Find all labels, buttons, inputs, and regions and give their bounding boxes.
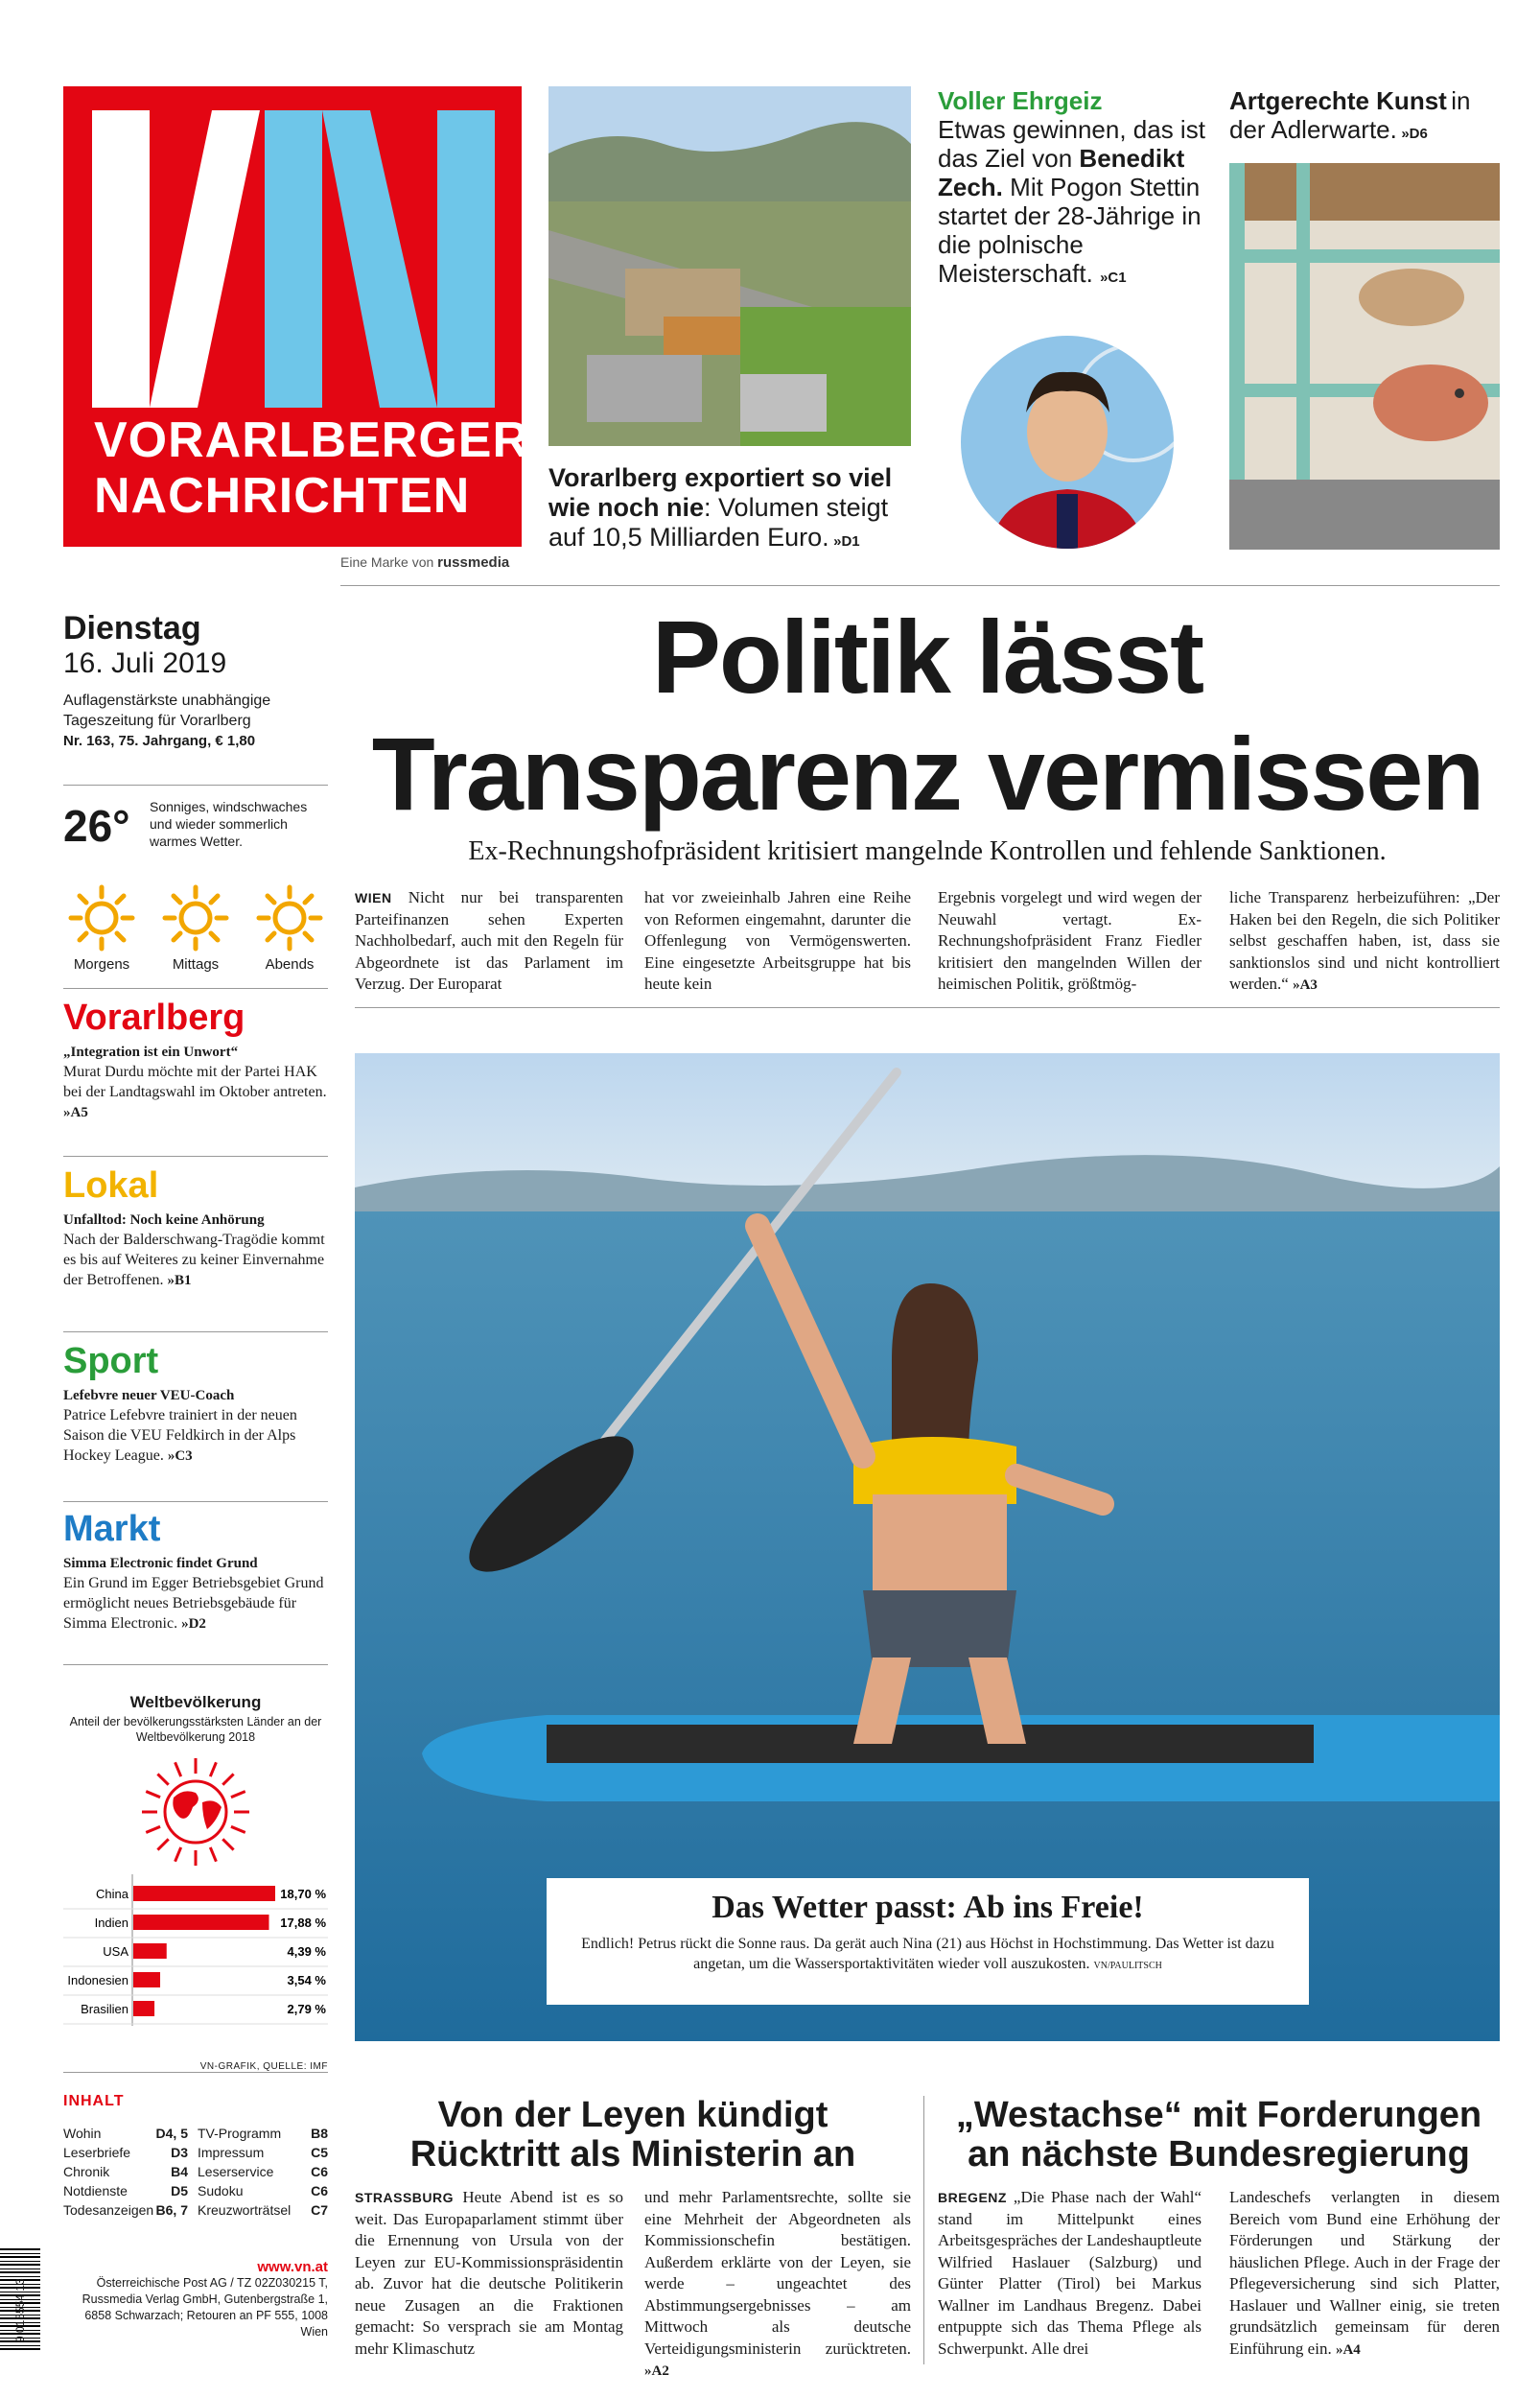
lead-headline[interactable]	[355, 600, 1500, 834]
section-text: Patrice Lefebvre trainiert in der neuen Saison die VEU Feldkirch in der Alps Hockey League.	[63, 1407, 297, 1464]
lead-dateline: WIEN	[355, 890, 392, 905]
edition-date: 16. Juli 2019	[63, 647, 227, 679]
lead-col-text: liche Transparenz herbeizuführen: „Der Haken bei den Regeln, die sich Politiker selbst geschaffen haben, ist, dass sie sanktionslos sind und nicht kontrolliert werden.“	[1229, 888, 1500, 993]
photo-caption-box	[547, 1878, 1309, 2005]
brand-line	[340, 554, 509, 571]
inhalt-row[interactable]	[198, 2162, 328, 2181]
chart-value-label: 4,39 %	[287, 1944, 326, 1959]
inhalt-item-page: B6, 7	[155, 2202, 188, 2218]
teaser-zech-ref: »C1	[1100, 270, 1127, 286]
chart-value-label: 2,79 %	[287, 2002, 326, 2016]
teaser-zech-text2: Mit Pogon Stettin startet der 28-Jährige in die polnische Meisterschaft.	[938, 173, 1202, 288]
globe-ray	[210, 1847, 216, 1862]
inhalt-item-page: B8	[311, 2126, 328, 2141]
footer-line: Russmedia Verlag GmbH, Gutenbergstraße 1,	[82, 2292, 328, 2306]
rule	[63, 988, 328, 989]
inhalt-item-page: C6	[311, 2183, 328, 2198]
edition-tagline2: Tageszeitung für Vorarlberg	[63, 713, 251, 729]
inhalt-row[interactable]	[63, 2143, 188, 2162]
chart-bar	[133, 1915, 269, 1930]
masthead-name	[94, 412, 529, 524]
inhalt-item-label: Impressum	[198, 2145, 265, 2160]
edition-box	[63, 610, 328, 752]
inhalt-item-page: B4	[171, 2164, 188, 2179]
teaser-zech[interactable]	[938, 86, 1206, 293]
teaser-export[interactable]	[548, 463, 913, 552]
barcode-number: 9 015554 13	[13, 2278, 27, 2342]
section-sport[interactable]	[63, 1341, 328, 1499]
teaser-kunst-text: in der Adlerwarte.	[1229, 86, 1471, 144]
rule	[63, 785, 328, 786]
chart-bar	[133, 1943, 167, 1959]
footer-line: 6858 Schwarzach; Retouren an PF 555, 1008 Wien	[84, 2309, 328, 2339]
story-col-text: Landeschefs verlangten in diesem Bereich vom Bund eine Erhöhung der Förderungen und Stärkung der häuslichen Pflege. Auch in der Frage der Pflegeversicherung sind sich Platter, Haslauer und Wallner einig, sie treten grundsätzlich gemeinsam für deren Einführung ein.	[1229, 2188, 1500, 2358]
teaser-export-text: : Volumen steigt auf 10,5 Milliarden Euro.	[548, 493, 889, 552]
inhalt-row[interactable]	[198, 2143, 328, 2162]
weather-slot-evening	[251, 884, 328, 973]
lead-headline-line2: Transparenz vermissen	[371, 716, 1483, 832]
story-leyen-headline-line1: Von der Leyen kündigt	[437, 2095, 828, 2135]
story-westachse-col-1	[938, 2187, 1202, 2360]
weather-slot-label: Abends	[265, 956, 315, 973]
population-chart	[63, 1693, 328, 2072]
lead-col-4	[1229, 887, 1500, 997]
chart-value-label: 18,70 %	[280, 1887, 326, 1901]
inhalt-list-left	[63, 2124, 188, 2220]
section-title: Unfalltod: Noch keine Anhörung	[63, 1212, 265, 1228]
story-westachse-headline[interactable]	[938, 2096, 1500, 2175]
chart-value-label: 17,88 %	[280, 1916, 326, 1930]
bar-chart	[63, 1874, 328, 2057]
aerial-landscape-image	[548, 86, 911, 446]
section-lokal[interactable]	[63, 1165, 328, 1324]
inhalt-item-page: D4, 5	[155, 2126, 188, 2141]
lead-ref: »A3	[1293, 977, 1318, 993]
inhalt-list-right	[198, 2124, 328, 2220]
rule	[63, 1156, 328, 1157]
lead-col-2	[644, 887, 911, 996]
inhalt-row[interactable]	[63, 2162, 188, 2181]
story-col-text: Heute Abend ist es so weit. Das Europaparlament stimmt über die Ernennung von Ursula von der Leyen zur EU-Kommissionspräsidentin ab. Zuvor hat die deutsche Politikerin neue Zusagen an die Fraktionen gemacht: So versprach sie am Montag mehr Klimaschutz	[355, 2188, 623, 2358]
globe-ray	[222, 1774, 233, 1784]
section-title: Simma Electronic findet Grund	[63, 1556, 258, 1571]
section-ref: »C3	[167, 1448, 193, 1464]
globe-ray	[146, 1792, 160, 1798]
rule	[63, 1664, 328, 1665]
edition-weekday: Dienstag	[63, 610, 201, 647]
weather-temp: 26°	[63, 801, 130, 851]
story-leyen-col-2	[644, 2187, 911, 2383]
section-head: Vorarlberg	[63, 998, 245, 1038]
teaser-kunst[interactable]	[1229, 86, 1500, 144]
story-col-text: und mehr Parlamentsrechte, sollte sie eine Mehrheit der Abgeordneten als Kommissionschefin bestätigen. Außerdem erklärte von der Leyen, sie werde – ungeachtet des Abstimmungsergebnisses – am Mittwoch als deutsche Verteidigungsministerin zurücktreten.	[644, 2188, 911, 2358]
sun-icon	[256, 884, 323, 952]
inhalt-row[interactable]	[198, 2200, 328, 2220]
weather-box	[63, 796, 328, 998]
inhalt-row[interactable]	[63, 2124, 188, 2143]
lead-col-text: Ergebnis vorgelegt und wird wegen der Neuwahl vertagt. Ex-Rechnungshofpräsident Franz Fiedler kritisiert den mangelnden Willen der heimischen Politik, größtmög-	[938, 888, 1202, 993]
chart-category-label: Brasilien	[81, 2002, 128, 2016]
weather-slot-morning	[63, 884, 140, 973]
story-col-text: „Die Phase nach der Wahl“ stand im Mittelpunkt eines Arbeitsgespräches der Landeshauptleute Wilfried Haslauer (Salzburg) und Günter Platter (Tirol) bei Markus Wallner im Landhaus Bregenz. Dabei entpuppte sich das Thema Pflege als Schwerpunkt. Alle drei	[938, 2188, 1202, 2358]
inhalt-item-label: Leserservice	[198, 2164, 274, 2179]
inhalt-item-label: Chronik	[63, 2164, 110, 2179]
globe-ray	[157, 1774, 168, 1784]
section-text: Murat Durdu möchte mit der Partei HAK bei der Landtagswahl im Oktober antreten.	[63, 1064, 327, 1100]
edition-tagline1: Auflagenstärkste unabhängige	[63, 693, 271, 709]
photo-caption-title: Das Wetter passt: Ab ins Freie!	[712, 1890, 1144, 1925]
masthead-rule	[340, 585, 1500, 586]
inhalt-head: INHALT	[63, 2093, 125, 2109]
inhalt-box	[63, 2093, 328, 2220]
inhalt-item-label: Wohin	[63, 2126, 102, 2141]
story-leyen-col-1	[355, 2187, 623, 2360]
section-title: „Integration ist ein Unwort“	[63, 1045, 239, 1060]
zech-portrait[interactable]	[961, 336, 1174, 549]
rule	[63, 1331, 328, 1332]
story-leyen-headline[interactable]	[355, 2096, 911, 2175]
chart-category-label: China	[96, 1887, 128, 1901]
section-vorarlberg[interactable]	[63, 998, 328, 1156]
chart-value-label: 3,54 %	[287, 1973, 326, 1987]
globe-ray	[231, 1792, 245, 1798]
weather-slots	[63, 884, 328, 973]
inhalt-item-page: D3	[171, 2145, 188, 2160]
inhalt-item-label: Leserbriefe	[63, 2145, 131, 2160]
inhalt-item-label: Kreuzworträtsel	[198, 2202, 292, 2218]
globe-ray	[175, 1847, 181, 1862]
chart-subtitle: Anteil der bevölkerungsstärksten Länder an der Weltbevölkerung 2018	[69, 1715, 322, 1744]
story-westachse-headline-line1: „Westachse“ mit Forderungen	[955, 2095, 1482, 2135]
chart-bar	[133, 1886, 275, 1901]
chart-bar	[133, 2001, 154, 2016]
lead-col-3	[938, 887, 1202, 996]
lead-subhead: Ex-Rechnungshofpräsident kritisiert mangelnde Kontrollen und fehlende Sanktionen.	[468, 836, 1387, 866]
weather-slot-label: Morgens	[73, 956, 130, 973]
lead-headline-line1: Politik lässt	[651, 599, 1203, 715]
globe-ray	[157, 1839, 168, 1849]
rule	[63, 2072, 328, 2073]
inhalt-item-label: Sudoku	[198, 2183, 244, 2198]
chart-source: VN-GRAFIK, QUELLE: IMF	[199, 2061, 328, 2072]
inhalt-row[interactable]	[198, 2181, 328, 2200]
chart-category-label: Indonesien	[67, 1973, 128, 1987]
teaser-zech-text1: Etwas gewinnen, das ist das Ziel von	[938, 115, 1205, 173]
vn-logo[interactable]	[63, 86, 530, 547]
inhalt-item-page: D5	[171, 2183, 188, 2198]
section-head: Sport	[63, 1341, 159, 1381]
brand-prefix: Eine Marke von	[340, 554, 434, 570]
story-westachse-ref: »A4	[1335, 2341, 1361, 2358]
teaser-zech-name: Benedikt Zech.	[938, 144, 1185, 201]
aerial-photo[interactable]	[548, 86, 911, 446]
inhalt-item-label: TV-Programm	[198, 2126, 282, 2141]
inhalt-item-page: C7	[311, 2202, 328, 2218]
kunst-photo[interactable]	[1229, 163, 1500, 550]
photo-caption-text: Endlich! Petrus rückt die Sonne raus. Da gerät auch Nina (21) aus Höchst in Hochstimmung. Das Wetter ist dazu angetan, um die Wassersportaktivitäten wieder voll auszukosten.	[581, 1936, 1274, 1972]
weather-text: Sonniges, windschwaches und wieder sommerlich warmes Wetter.	[150, 799, 308, 849]
globe-ray	[175, 1762, 181, 1776]
weather-slot-noon	[157, 884, 234, 973]
vn-logo-icon	[92, 110, 495, 408]
rule	[355, 1007, 1500, 1008]
section-ref: »D2	[181, 1616, 206, 1632]
lead-col-1	[355, 887, 623, 996]
globe-ray	[231, 1826, 245, 1832]
inhalt-item-label: Todesanzeigen	[63, 2202, 154, 2218]
story-westachse-col-2	[1229, 2187, 1500, 2361]
teaser-kunst-title: Artgerechte Kunst	[1229, 86, 1447, 115]
story-westachse-headline-line2: an nächste Bundesregierung	[968, 2134, 1470, 2175]
footer-box	[63, 2259, 328, 2340]
section-markt[interactable]	[63, 1509, 328, 1667]
section-text: Nach der Balderschwang-Tragödie kommt es bis auf Weiteres zu keiner Einvernahme der Betroffenen.	[63, 1232, 325, 1288]
section-ref: »A5	[63, 1105, 88, 1120]
footer-line: Österreichische Post AG / TZ 02Z030215 T,	[96, 2276, 328, 2290]
rule	[63, 1501, 328, 1502]
inhalt-row[interactable]	[63, 2200, 188, 2220]
photo-credit: VN/PAULITSCH	[1093, 1961, 1162, 1971]
teaser-zech-kicker: Voller Ehrgeiz	[938, 86, 1103, 115]
globe-ray	[222, 1839, 233, 1849]
globe-ray	[146, 1826, 160, 1832]
masthead-name-line2: NACHRICHTEN	[94, 468, 471, 524]
section-text: Ein Grund im Egger Betriebsgebiet Grund ermöglicht neues Betriebsgebäude für Simma Electronic.	[63, 1575, 324, 1632]
globe-icon	[63, 1745, 328, 1869]
chart-bar	[133, 1972, 160, 1987]
weather-slot-label: Mittags	[172, 956, 220, 973]
zech-portrait-image	[961, 336, 1174, 549]
teaser-export-ref: »D1	[833, 533, 860, 550]
sun-icon	[68, 884, 135, 952]
lead-col-text: Nicht nur bei transparenten Parteifinanzen sehen Experten Nachholbedarf, auch mit den Regeln für Abgeordnete ist das Parlament im Verzug. Der Europarat	[355, 888, 624, 993]
section-head: Lokal	[63, 1165, 159, 1206]
teaser-kunst-ref: »D6	[1401, 126, 1428, 142]
story-leyen-headline-line2: Rücktritt als Ministerin an	[409, 2134, 856, 2175]
column-rule	[923, 2096, 924, 2364]
inhalt-item-label: Notdienste	[63, 2183, 128, 2198]
inhalt-item-page: C5	[311, 2145, 328, 2160]
teaser-export-title: Vorarlberg exportiert so viel wie noch nie	[548, 463, 893, 522]
section-ref: »B1	[167, 1273, 192, 1288]
masthead-name-line1: VORARLBERGER	[94, 412, 530, 468]
inhalt-item-page: C6	[311, 2164, 328, 2179]
brand-name: russmedia	[437, 554, 510, 571]
section-title: Lefebvre neuer VEU-Coach	[63, 1388, 235, 1403]
globe-ray	[210, 1762, 216, 1776]
lead-col-text: hat vor zweieinhalb Jahren eine Reihe von Reformen eingemahnt, darunter die Offenlegung von Vermögenswerten. Eine eingesetzte Arbeitsgruppe hat bis heute kein	[644, 888, 911, 993]
chart-category-label: USA	[103, 1944, 128, 1959]
footer-url[interactable]: www.vn.at	[257, 2259, 328, 2275]
edition-issue: Nr. 163, 75. Jahrgang, € 1,80	[63, 733, 256, 749]
chart-category-label: Indien	[94, 1916, 128, 1930]
sun-icon	[162, 884, 229, 952]
chart-title: Weltbevölkerung	[129, 1693, 262, 1711]
inhalt-row[interactable]	[198, 2124, 328, 2143]
story-westachse-dateline: BREGENZ	[938, 2190, 1007, 2205]
fish-sculpture-image	[1229, 163, 1500, 550]
story-leyen-ref: »A2	[644, 2363, 669, 2379]
story-leyen-dateline: STRASSBURG	[355, 2190, 455, 2205]
section-head: Markt	[63, 1509, 161, 1549]
inhalt-row[interactable]	[63, 2181, 188, 2200]
